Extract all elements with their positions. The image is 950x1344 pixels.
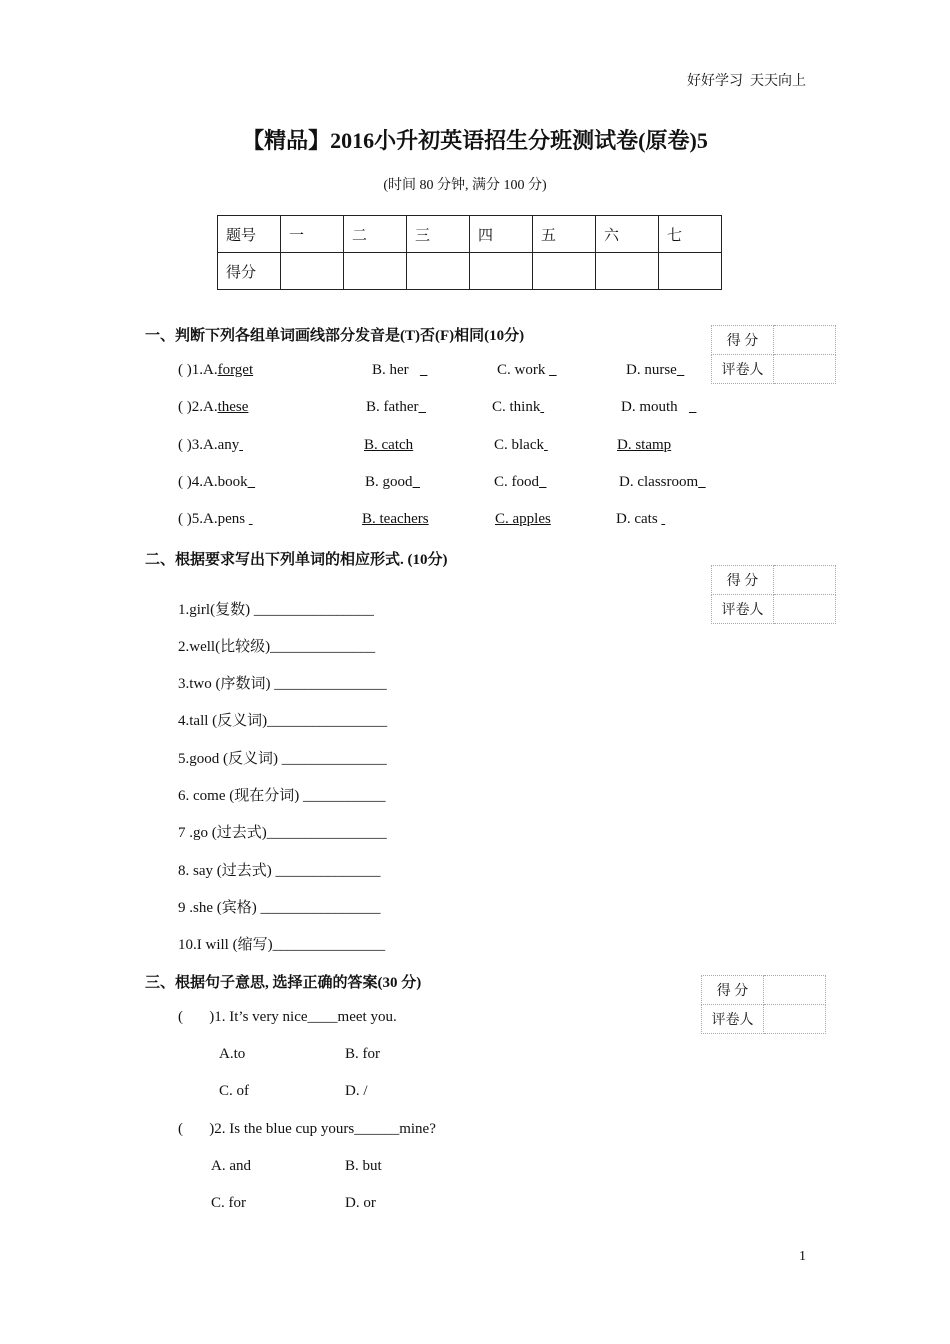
table-cell: 得分 bbox=[218, 253, 281, 290]
table-cell[interactable] bbox=[344, 253, 407, 290]
option-c: C. food bbox=[494, 474, 539, 490]
table-cell[interactable] bbox=[407, 253, 470, 290]
list-item: 10.I will (缩写)_______________ bbox=[178, 937, 386, 953]
option-b: B. good bbox=[365, 474, 413, 490]
list-item: 8. say (过去式) ______________ bbox=[178, 863, 381, 879]
section-3-heading: 三、根据句子意思, 选择正确的答案(30 分) bbox=[145, 975, 422, 991]
grader-box bbox=[711, 325, 836, 384]
page-number: 1 bbox=[799, 1249, 806, 1264]
grader-cell[interactable] bbox=[774, 595, 836, 624]
question-2-option-c: C. for bbox=[211, 1195, 246, 1211]
list-item: 1.girl(复数) ________________ bbox=[178, 602, 374, 618]
question-2-option-b: B. but bbox=[345, 1158, 382, 1174]
score-label: 得 分 bbox=[712, 566, 774, 595]
question-1-option-a: A.to bbox=[219, 1046, 246, 1062]
list-item: 4.tall (反义词)________________ bbox=[178, 713, 388, 729]
list-item: 2.well(比较级)______________ bbox=[178, 639, 376, 655]
list-item: 3.two (序数词) _______________ bbox=[178, 676, 387, 692]
grader-box bbox=[701, 975, 826, 1034]
score-table bbox=[217, 215, 722, 290]
score-label: 得 分 bbox=[702, 976, 764, 1005]
page-title: 【精品】2016小升初英语招生分班测试卷(原卷)5 bbox=[242, 128, 708, 153]
list-item: 6. come (现在分词) ___________ bbox=[178, 788, 386, 804]
table-cell: 五 bbox=[533, 216, 596, 253]
table-cell[interactable] bbox=[470, 253, 533, 290]
score-cell[interactable] bbox=[774, 326, 836, 355]
option-b: B. catch bbox=[364, 437, 414, 453]
option-b: B. teachers bbox=[362, 511, 429, 527]
question-2-stem: ( )2. Is the blue cup yours______mine? bbox=[178, 1121, 436, 1137]
question-2-option-d: D. or bbox=[345, 1195, 376, 1211]
option-b: B. her bbox=[372, 362, 409, 378]
table-cell: 三 bbox=[407, 216, 470, 253]
grader-label: 评卷人 bbox=[712, 595, 774, 624]
table-row bbox=[218, 253, 722, 290]
table-row bbox=[218, 216, 722, 253]
grader-cell[interactable] bbox=[774, 355, 836, 384]
grader-cell[interactable] bbox=[764, 1005, 826, 1034]
table-cell: 一 bbox=[281, 216, 344, 253]
table-cell: 七 bbox=[659, 216, 722, 253]
exam-subtitle: (时间 80 分钟, 满分 100 分) bbox=[383, 178, 547, 193]
page-header: 好好学习 天天向上 bbox=[687, 74, 806, 89]
option-d: D. classroom bbox=[619, 474, 699, 490]
option-c: C. black bbox=[494, 437, 544, 453]
score-cell[interactable] bbox=[764, 976, 826, 1005]
option-c: C. apples bbox=[495, 511, 551, 527]
option-c: C. work bbox=[497, 362, 546, 378]
section-1-heading: 一、判断下列各组单词画线部分发音是(T)否(F)相同(10分) bbox=[145, 328, 525, 344]
list-item: ( )3.A.any bbox=[178, 437, 240, 453]
table-cell[interactable] bbox=[596, 253, 659, 290]
table-cell[interactable] bbox=[659, 253, 722, 290]
table-cell: 四 bbox=[470, 216, 533, 253]
score-cell[interactable] bbox=[774, 566, 836, 595]
option-d: D. stamp bbox=[617, 437, 672, 453]
list-item: ( )4.A.book bbox=[178, 474, 248, 490]
question-1-option-c: C. of bbox=[219, 1083, 249, 1099]
table-cell[interactable] bbox=[281, 253, 344, 290]
table-cell[interactable] bbox=[533, 253, 596, 290]
grader-label: 评卷人 bbox=[712, 355, 774, 384]
option-b: B. father bbox=[366, 399, 419, 415]
option-d: D. mouth bbox=[621, 399, 678, 415]
question-1-option-d: D. / bbox=[345, 1083, 368, 1099]
question-1-stem: ( )1. It’s very nice____meet you. bbox=[178, 1009, 397, 1025]
question-2-option-a: A. and bbox=[211, 1158, 251, 1174]
option-d: D. cats bbox=[616, 511, 658, 527]
question-1-option-b: B. for bbox=[345, 1046, 380, 1062]
grader-label: 评卷人 bbox=[702, 1005, 764, 1034]
list-item: 5.good (反义词) ______________ bbox=[178, 751, 387, 767]
list-item: ( )2.A.these bbox=[178, 399, 249, 415]
grader-box bbox=[711, 565, 836, 624]
list-item: ( )5.A.pens bbox=[178, 511, 246, 527]
list-item: 7 .go (过去式)________________ bbox=[178, 825, 387, 841]
table-cell: 六 bbox=[596, 216, 659, 253]
list-item: 9 .she (宾格) ________________ bbox=[178, 900, 381, 916]
table-cell: 二 bbox=[344, 216, 407, 253]
option-c: C. think bbox=[492, 399, 541, 415]
list-item: ( )1.A.forget bbox=[178, 362, 254, 378]
option-d: D. nurse bbox=[626, 362, 677, 378]
score-label: 得 分 bbox=[712, 326, 774, 355]
table-cell: 题号 bbox=[218, 216, 281, 253]
section-2-heading: 二、根据要求写出下列单词的相应形式. (10分) bbox=[145, 552, 448, 568]
